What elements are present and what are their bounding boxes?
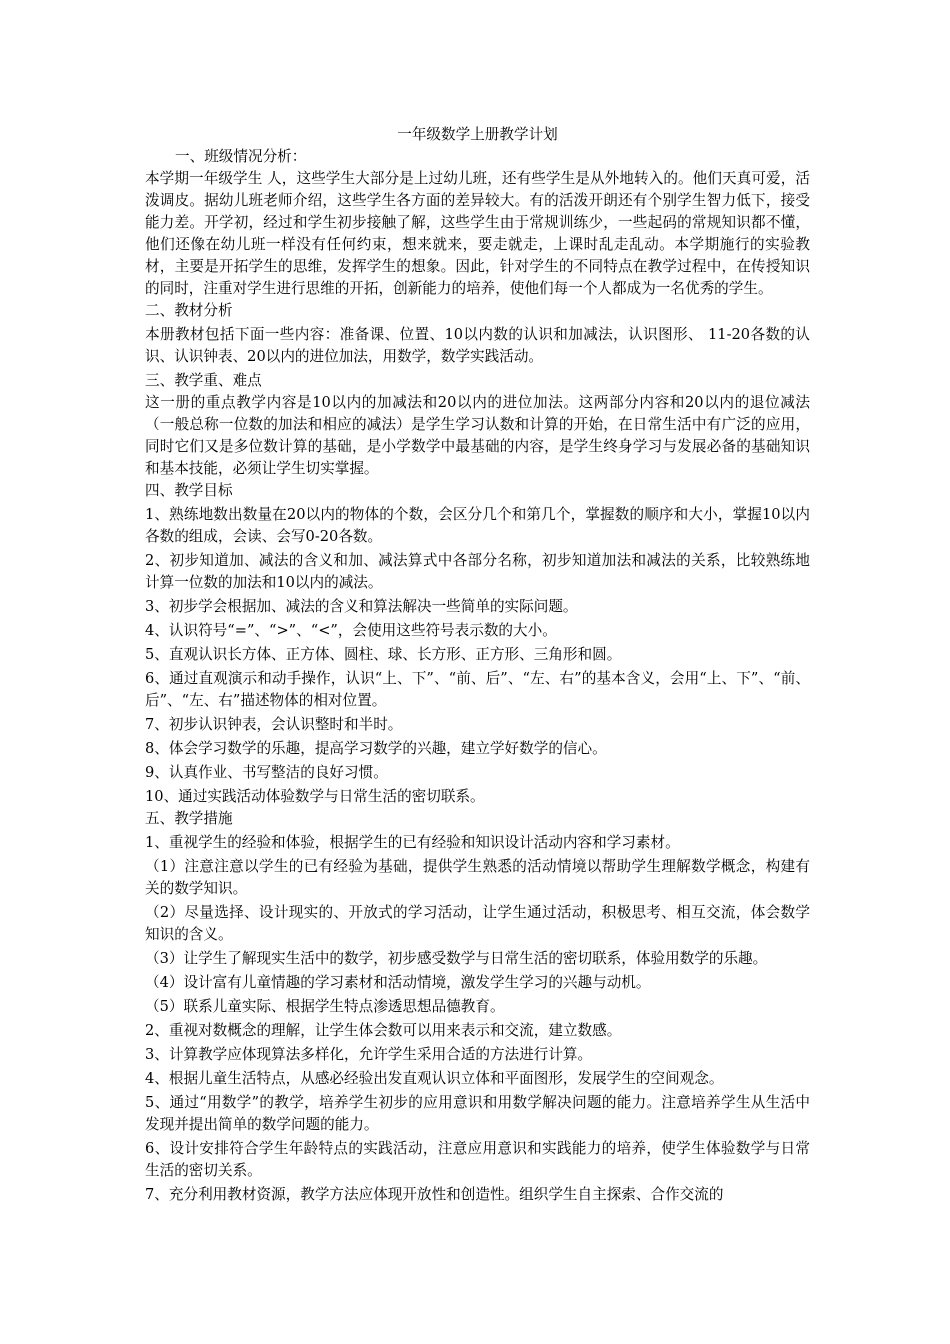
measure-item: 1、重视学生的经验和体验，根据学生的已有经验和知识设计活动内容和学习素材。: [145, 834, 680, 851]
section-heading-textbook-analysis: 二、教材分析: [145, 302, 233, 319]
measure-subitem: （5）联系儿童实际、根据学生特点渗透思想品德教育。: [145, 998, 505, 1015]
measure-item: 2、重视对数概念的理解，让学生体会数可以用来表示和交流，建立数感。: [145, 1022, 622, 1039]
section-heading-key-points: 三、教学重、难点: [145, 372, 262, 389]
measure-item: 3、计算教学应体现算法多样化，允许学生采用合适的方法进行计算。: [145, 1046, 593, 1063]
goal-item: 8、体会学习数学的乐趣，提高学习数学的兴趣，建立学好数学的信心。: [145, 740, 607, 757]
document-body: [145, 124, 810, 1206]
goal-item: 4、认识符号“=”、“>”、“<”，会使用这些符号表示数的大小。: [145, 622, 557, 639]
measure-subitem: （4）设计富有儿童情趣的学习素材和活动情境，激发学生学习的兴趣与动机。: [145, 974, 651, 991]
goal-item: 9、认真作业、书写整洁的良好习惯。: [145, 764, 388, 781]
goal-item: 3、初步学会根据加、减法的含义和算法解决一些简单的实际问题。: [145, 598, 578, 615]
paragraph-class-analysis: 本学期一年级学生 人，这些学生大部分是上过幼儿班，还有些学生是从外地转入的。他们天真可爱，活泼调皮。据幼儿班老师介绍，这些学生各方面的差异较大。有的活泼开朗还有个别学生智力低下，接受能力差。开学初，经过和学生初步接触了解，这些学生由于常规训练少，一些起码的常规知识都不懂，他们还像在幼儿班一样没有任何约束，想来就来，要走就走，上课时乱走乱动。本学期施行的实验教材，主要是开拓学生的思维，发挥学生的想象。因此，针对学生的不同特点在教学过程中，在传授知识的同时，注重对学生进行思维的开拓，创新能力的培养，使他们每一个人都成为一名优秀的学生。: [145, 170, 810, 297]
goal-item: 10、通过实践活动体验数学与日常生活的密切联系。: [145, 788, 485, 805]
paragraph-key-points: 这一册的重点教学内容是10以内的加减法和20以内的进位加法。这两部分内容和20以内的退位减法（一般总称一位数的加法和相应的减法）是学生学习认数和计算的开始，在日常生活中有广泛的应用，同时它们又是多位数计算的基础，是小学数学中最基础的内容，是学生终身学习与发展必备的基础知识和基本技能，必须让学生切实掌握。: [145, 394, 810, 477]
paragraph-textbook-analysis: 本册教材包括下面一些内容：准备课、位置、10以内数的认识和加减法，认识图形、 11-20各数的认识、认识钟表、20以内的进位加法，用数学，数学实践活动。: [145, 326, 810, 365]
measure-item: 7、充分利用教材资源，教学方法应体现开放性和创造性。组织学生自主探索、合作交流的: [145, 1186, 724, 1203]
measure-item: 4、根据儿童生活特点，从感必经验出发直观认识立体和平面图形，发展学生的空间观念。: [145, 1070, 724, 1087]
document-title: 一年级数学上册教学计划: [397, 126, 558, 143]
goal-item: 5、直观认识长方体、正方体、圆柱、球、长方形、正方形、三角形和圆。: [145, 646, 622, 663]
measure-subitem: （3）让学生了解现实生活中的数学，初步感受数学与日常生活的密切联系，体验用数学的乐趣。: [145, 950, 768, 967]
measure-subitem: （1）注意注意以学生的已有经验为基础，提供学生熟悉的活动情境以帮助学生理解数学概念，构建有关的数学知识。: [145, 858, 810, 897]
measure-subitem: （2）尽量选择、设计现实的、开放式的学习活动，让学生通过活动，积极思考、相互交流，体会数学知识的含义。: [145, 904, 810, 943]
goal-item: 7、初步认识钟表，会认识整时和半时。: [145, 716, 403, 733]
goal-item: 1、熟练地数出数量在20以内的物体的个数，会区分几个和第几个，掌握数的顺序和大小，掌握10以内各数的组成，会读、会写0-20各数。: [145, 506, 810, 545]
goal-item: 6、通过直观演示和动手操作，认识“上、下”、“前、后”、“左、右”的基本含义，会用“上、下”、“前、后”、“左、右”描述物体的相对位置。: [145, 670, 810, 709]
measure-item: 5、通过“用数学”的教学，培养学生初步的应用意识和用数学解决问题的能力。注意培养学生从生活中发现并提出简单的数学问题的能力。: [145, 1094, 810, 1133]
section-heading-teaching-measures: 五、教学措施: [145, 810, 233, 827]
goal-item: 2、初步知道加、减法的含义和加、减法算式中各部分名称，初步知道加法和减法的关系，比较熟练地计算一位数的加法和10以内的减法。: [145, 552, 810, 591]
measure-item: 6、设计安排符合学生年龄特点的实践活动，注意应用意识和实践能力的培养，使学生体验数学与日常生活的密切关系。: [145, 1140, 810, 1179]
section-heading-class-analysis: 一、班级情况分析：: [175, 148, 307, 165]
section-heading-teaching-goals: 四、教学目标: [145, 482, 233, 499]
